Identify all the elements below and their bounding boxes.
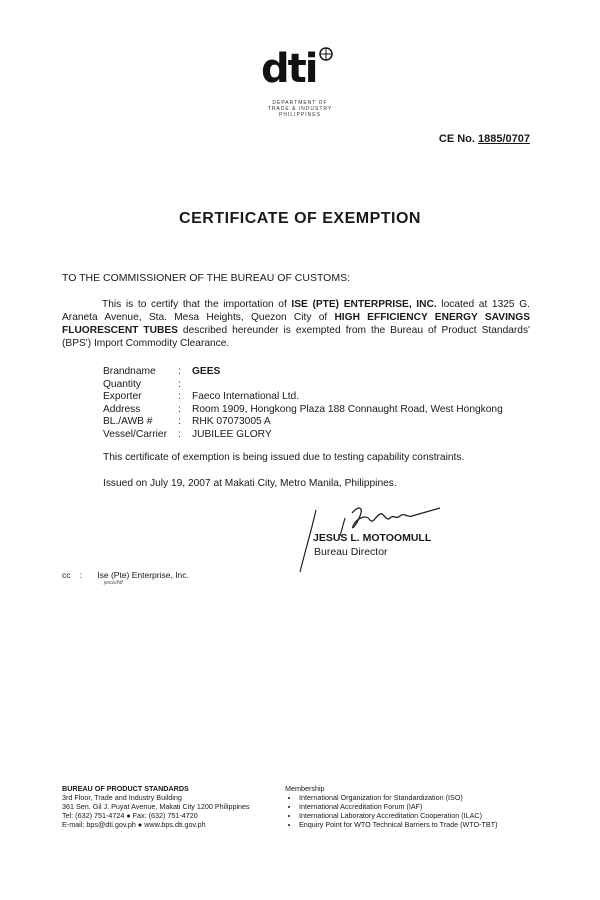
detail-value — [192, 379, 503, 392]
membership-item: • Enquiry Point for WTO Technical Barriers to Trade (WTO-TBT) — [299, 820, 498, 829]
cc-line: cc : Ise (Pte) Enterprise, Inc. — [62, 570, 189, 580]
detail-label: Quantity — [103, 378, 141, 390]
detail-value: Faeco International Ltd. — [192, 391, 300, 402]
membership-title: Membership — [285, 784, 325, 793]
addressee: TO THE COMMISSIONER OF THE BUREAU OF CUSTOMS: — [62, 272, 351, 284]
company-name: ISE (PTE) ENTERPRISE, INC. — [291, 299, 437, 310]
detail-value: Room 1909, Hongkong Plaza 188 Connaught Road, West Hongkong — [192, 403, 503, 415]
detail-colon: : — [178, 366, 181, 377]
membership-item: • International Organization for Standardization (ISO) — [299, 793, 498, 802]
detail-label: Brandname — [103, 366, 156, 377]
membership-list — [285, 793, 498, 829]
issued-statement: Issued on July 19, 2007 at Makati City, Metro Manila, Philippines. — [103, 478, 397, 489]
product-name: HIGH EFFICIENCY ENERGY SAVINGS FLUORESCENT TUBES — [62, 312, 530, 336]
logo-department: DEPARTMENT OF TRADE & INDUSTRY PHILIPPINES — [267, 100, 333, 118]
footer-org: BUREAU OF PRODUCT STANDARDS — [62, 784, 189, 793]
signatory-title: Bureau Director — [314, 546, 388, 558]
cc-recipient: Ise (Pte) Enterprise, Inc. — [97, 570, 189, 580]
detail-row — [103, 416, 503, 429]
dti-logo — [255, 45, 350, 125]
exemption-reason: This certificate of exemption is being issued due to testing capability constraints. — [103, 452, 465, 463]
cc-initials: jesus/fdf — [104, 580, 123, 586]
signatory-name: JESUS L. MOTOOMULL — [313, 532, 432, 544]
detail-value: GEES — [192, 366, 221, 377]
detail-row — [103, 379, 503, 392]
detail-colon: : — [178, 403, 181, 415]
membership-item: • International Accreditation Forum (IAF) — [299, 802, 498, 811]
membership-item: • International Laboratory Accreditation Cooperation (ILAC) — [299, 811, 498, 820]
detail-label: Address — [103, 403, 141, 415]
document-title: CERTIFICATE OF EXEMPTION — [179, 210, 421, 227]
footer-address: BUREAU OF PRODUCT STANDARDS 3rd Floor, Trade and Industry Building 361 Sen. Gil J. Puyat Avenue, Makati City 1200 Philippines Tel: (632) 751-4724 ● Fax: (632) 751-4720 E-mail: bps@dti.gov.ph ● www.bps.dti.gov.ph — [62, 784, 250, 829]
footer-membership — [285, 784, 498, 829]
detail-row — [103, 404, 503, 417]
ce-number-value: 1885/0707 — [478, 133, 530, 145]
logo-mark: dti — [261, 46, 317, 92]
detail-colon: : — [178, 391, 181, 402]
detail-value: RHK 07073005 A — [192, 416, 271, 427]
detail-label: Exporter — [103, 391, 142, 402]
ce-number: CE No. 1885/0707 — [438, 133, 530, 145]
detail-label: Vessel/Carrier — [103, 428, 167, 440]
detail-colon: : — [178, 428, 181, 440]
detail-row — [103, 366, 503, 379]
detail-colon: : — [178, 378, 181, 390]
detail-value: JUBILEE GLORY — [192, 428, 272, 440]
detail-colon: : — [178, 416, 181, 427]
details-table — [103, 366, 503, 441]
detail-row — [103, 429, 503, 442]
detail-row — [103, 391, 503, 404]
detail-label: BL./AWB # — [103, 416, 153, 427]
globe-icon — [319, 47, 333, 61]
certification-paragraph: This is to certify that the importation of ISE (PTE) ENTERPRISE, INC. located at 1325 G. Araneta Avenue, Sta. Mesa Heights, Quezon City of HIGH EFFICIENCY ENERGY SAVINGS FLUORESCENT TUBES described hereunder is exempted from the Bureau of Product Standards' (BPS') Import Commodity Clearance. — [62, 299, 530, 349]
